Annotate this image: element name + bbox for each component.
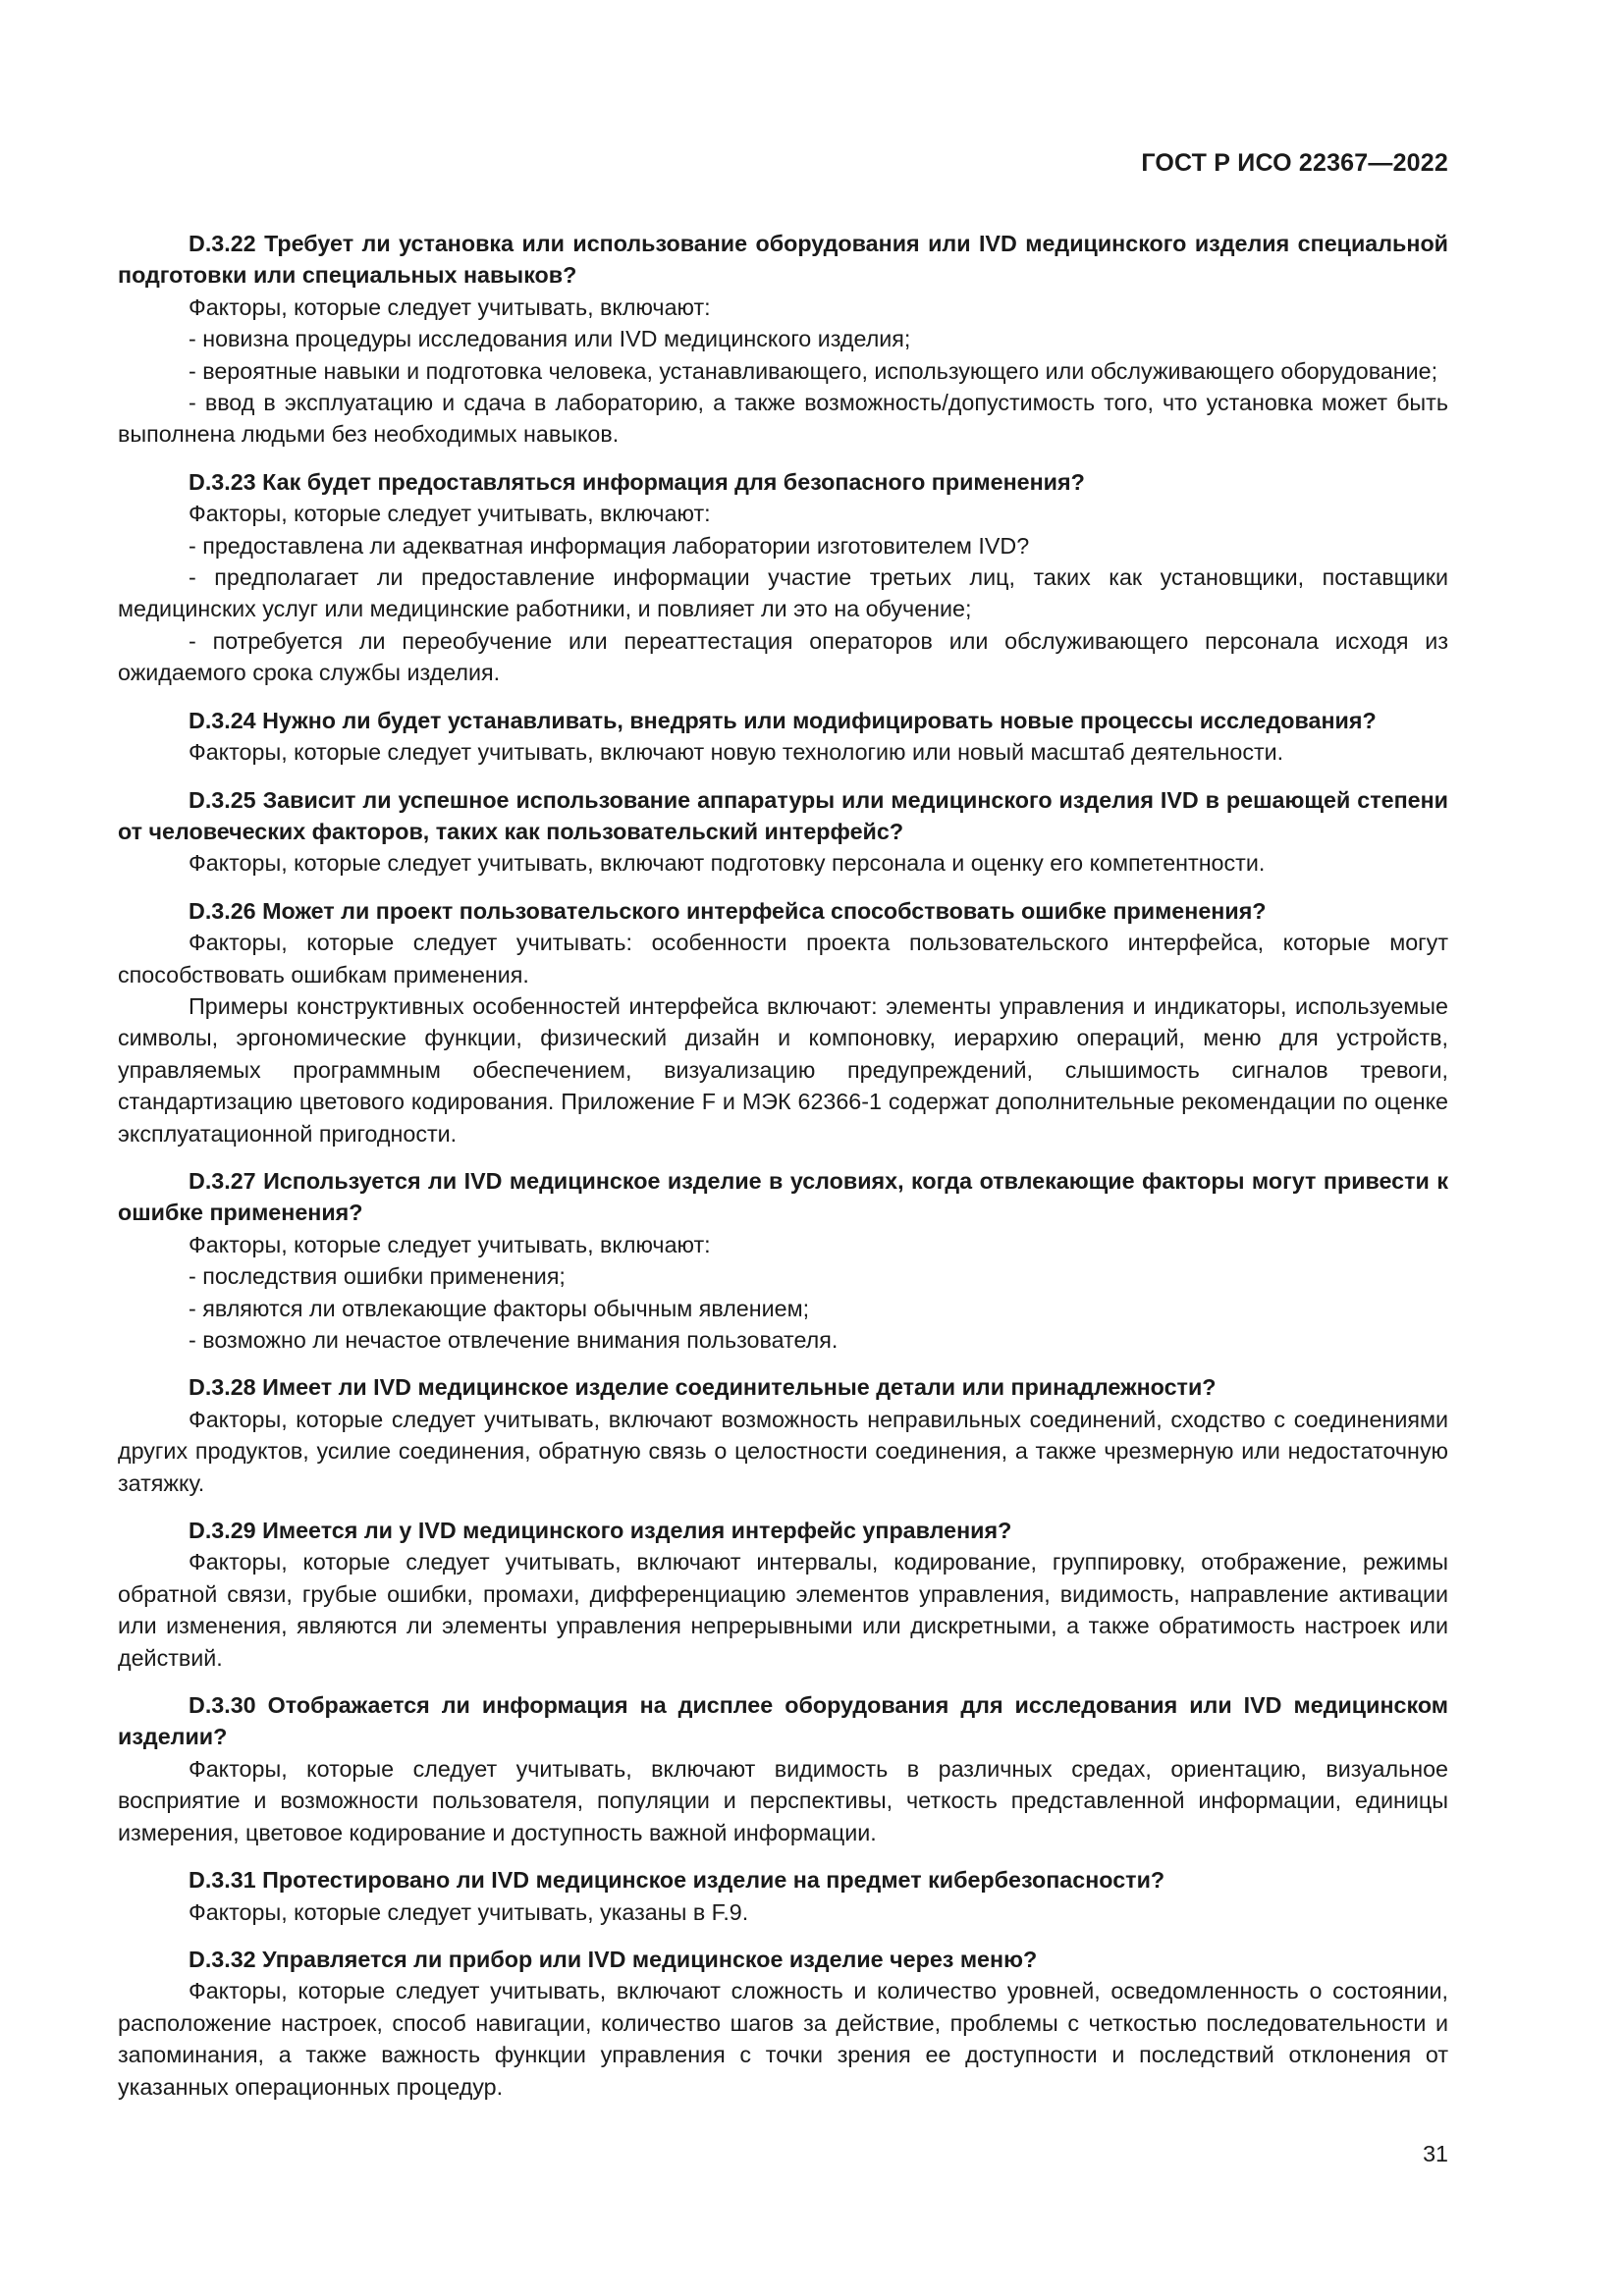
document-body xyxy=(118,228,1448,2118)
paragraph: Факторы, которые следует учитывать, включают видимость в различных средах, ориентацию, визуальное восприятие и возможности пользователя, популяции и перспективы, четкость представленной информации, единицы измерения, цветовое кодирование и доступность важной информации. xyxy=(118,1755,1448,1845)
list-item: - потребуется ли переобучение или переаттестация операторов или обслуживающего персонала исходя из ожидаемого срока службы изделия. xyxy=(118,627,1448,686)
paragraph: Факторы, которые следует учитывать, включают подготовку персонала и оценку его компетентности. xyxy=(189,850,1266,877)
list-item: - ввод в эксплуатацию и сдача в лабораторию, а также возможность/допустимость того, что установка может быть выполнена людьми без необходимых навыков. xyxy=(118,390,1448,448)
section xyxy=(118,705,1448,769)
section xyxy=(118,895,1448,1149)
paragraph: Факторы, которые следует учитывать, указаны в F.9. xyxy=(189,1898,749,1925)
paragraph: Факторы, которые следует учитывать, включают возможность неправильных соединений, сходство с соединениями других продуктов, усилие соединения, обратную связь о целостности соединения, а также чрезмерную или недостаточную затяжку. xyxy=(118,1406,1448,1496)
section-heading: D.3.25 Зависит ли успешное использование аппаратуры или медицинского изделия IVD в решающей степени от человеческих факторов, таких как пользовательский интерфейс? xyxy=(118,786,1448,844)
paragraph: Факторы, которые следует учитывать, включают сложность и количество уровней, осведомленность о состоянии, расположение настроек, способ навигации, количество шагов за действие, проблемы с четкостью последовательности и запоминания, а также важность функции управления с точки зрения ее доступности и последствий отклонения от указанных операционных процедур. xyxy=(118,1978,1448,2100)
paragraph: Факторы, которые следует учитывать, включают новую технологию или новый масштаб деятельности. xyxy=(189,739,1284,766)
section-heading: D.3.22 Требует ли установка или использование оборудования или IVD медицинского изделия специальной подготовки или специальных навыков? xyxy=(118,231,1448,289)
section xyxy=(118,228,1448,451)
page-number: 31 xyxy=(1423,2141,1448,2166)
list-item: - последствия ошибки применения; xyxy=(189,1263,566,1290)
section-heading: D.3.29 Имеется ли у IVD медицинского изделия интерфейс управления? xyxy=(189,1518,1012,1544)
section xyxy=(118,784,1448,880)
list-item: - предоставлена ли адекватная информация лаборатории изготовителем IVD? xyxy=(189,532,1030,559)
paragraph: Примеры конструктивных особенностей интерфейса включают: элементы управления и индикаторы, используемые символы, эргономические функции, физический дизайн и компоновку, иерархию операций, меню для устройств, управляемых программным обеспечением, визуализацию предупреждений, слышимость сигналов тревоги, стандартизацию цветового кодирования. Приложение F и МЭК 62366-1 содержат дополнительные рекомендации по оценке эксплуатационной пригодности. xyxy=(118,992,1448,1147)
paragraph: Факторы, которые следует учитывать, включают интервалы, кодирование, группировку, отображение, режимы обратной связи, грубые ошибки, промахи, дифференциацию элементов управления, видимость, направление активации или изменения, являются ли элементы управления непрерывными или дискретными, а также обратимость настроек или действий. xyxy=(118,1549,1448,1671)
list-item: - предполагает ли предоставление информации участие третьих лиц, таких как установщики, поставщики медицинских услуг или медицинские работники, и повлияет ли это на обучение; xyxy=(118,564,1448,622)
paragraph: Факторы, которые следует учитывать, включают: xyxy=(189,1231,711,1257)
paragraph: Факторы, которые следует учитывать: особенности проекта пользовательского интерфейса, которые могут способствовать ошибкам применения. xyxy=(118,930,1448,988)
section xyxy=(118,1371,1448,1499)
standard-designation: ГОСТ Р ИСО 22367—2022 xyxy=(1141,149,1448,177)
paragraph: Факторы, которые следует учитывать, включают: xyxy=(189,294,711,320)
section-heading: D.3.23 Как будет предоставляться информация для безопасного применения? xyxy=(189,468,1085,495)
list-item: - вероятные навыки и подготовка человека, устанавливающего, использующего или обслуживающего оборудование; xyxy=(189,357,1438,384)
section xyxy=(118,466,1448,689)
section xyxy=(118,1689,1448,1848)
section xyxy=(118,1864,1448,1928)
section-heading: D.3.32 Управляется ли прибор или IVD медицинское изделие через меню? xyxy=(189,1946,1038,1972)
section-heading: D.3.31 Протестировано ли IVD медицинское изделие на предмет кибербезопасности? xyxy=(189,1867,1165,1894)
section xyxy=(118,1944,1448,2103)
list-item: - новизна процедуры исследования или IVD медицинского изделия; xyxy=(189,326,911,352)
paragraph: Факторы, которые следует учитывать, включают: xyxy=(189,501,711,527)
list-item: - возможно ли нечастое отвлечение внимания пользователя. xyxy=(189,1327,839,1353)
section-heading: D.3.26 Может ли проект пользовательского интерфейса способствовать ошибке применения? xyxy=(189,897,1267,924)
section xyxy=(118,1165,1448,1356)
section-heading: D.3.30 Отображается ли информация на дисплее оборудования для исследования или IVD медицинском изделии? xyxy=(118,1692,1448,1750)
section-heading: D.3.27 Используется ли IVD медицинское изделие в условиях, когда отвлекающие факторы могут привести к ошибке применения? xyxy=(118,1167,1448,1226)
list-item: - являются ли отвлекающие факторы обычным явлением; xyxy=(189,1295,810,1321)
section xyxy=(118,1515,1448,1674)
section-heading: D.3.24 Нужно ли будет устанавливать, внедрять или модифицировать новые процессы исследования? xyxy=(189,707,1377,733)
section-heading: D.3.28 Имеет ли IVD медицинское изделие соединительные детали или принадлежности? xyxy=(189,1374,1217,1401)
